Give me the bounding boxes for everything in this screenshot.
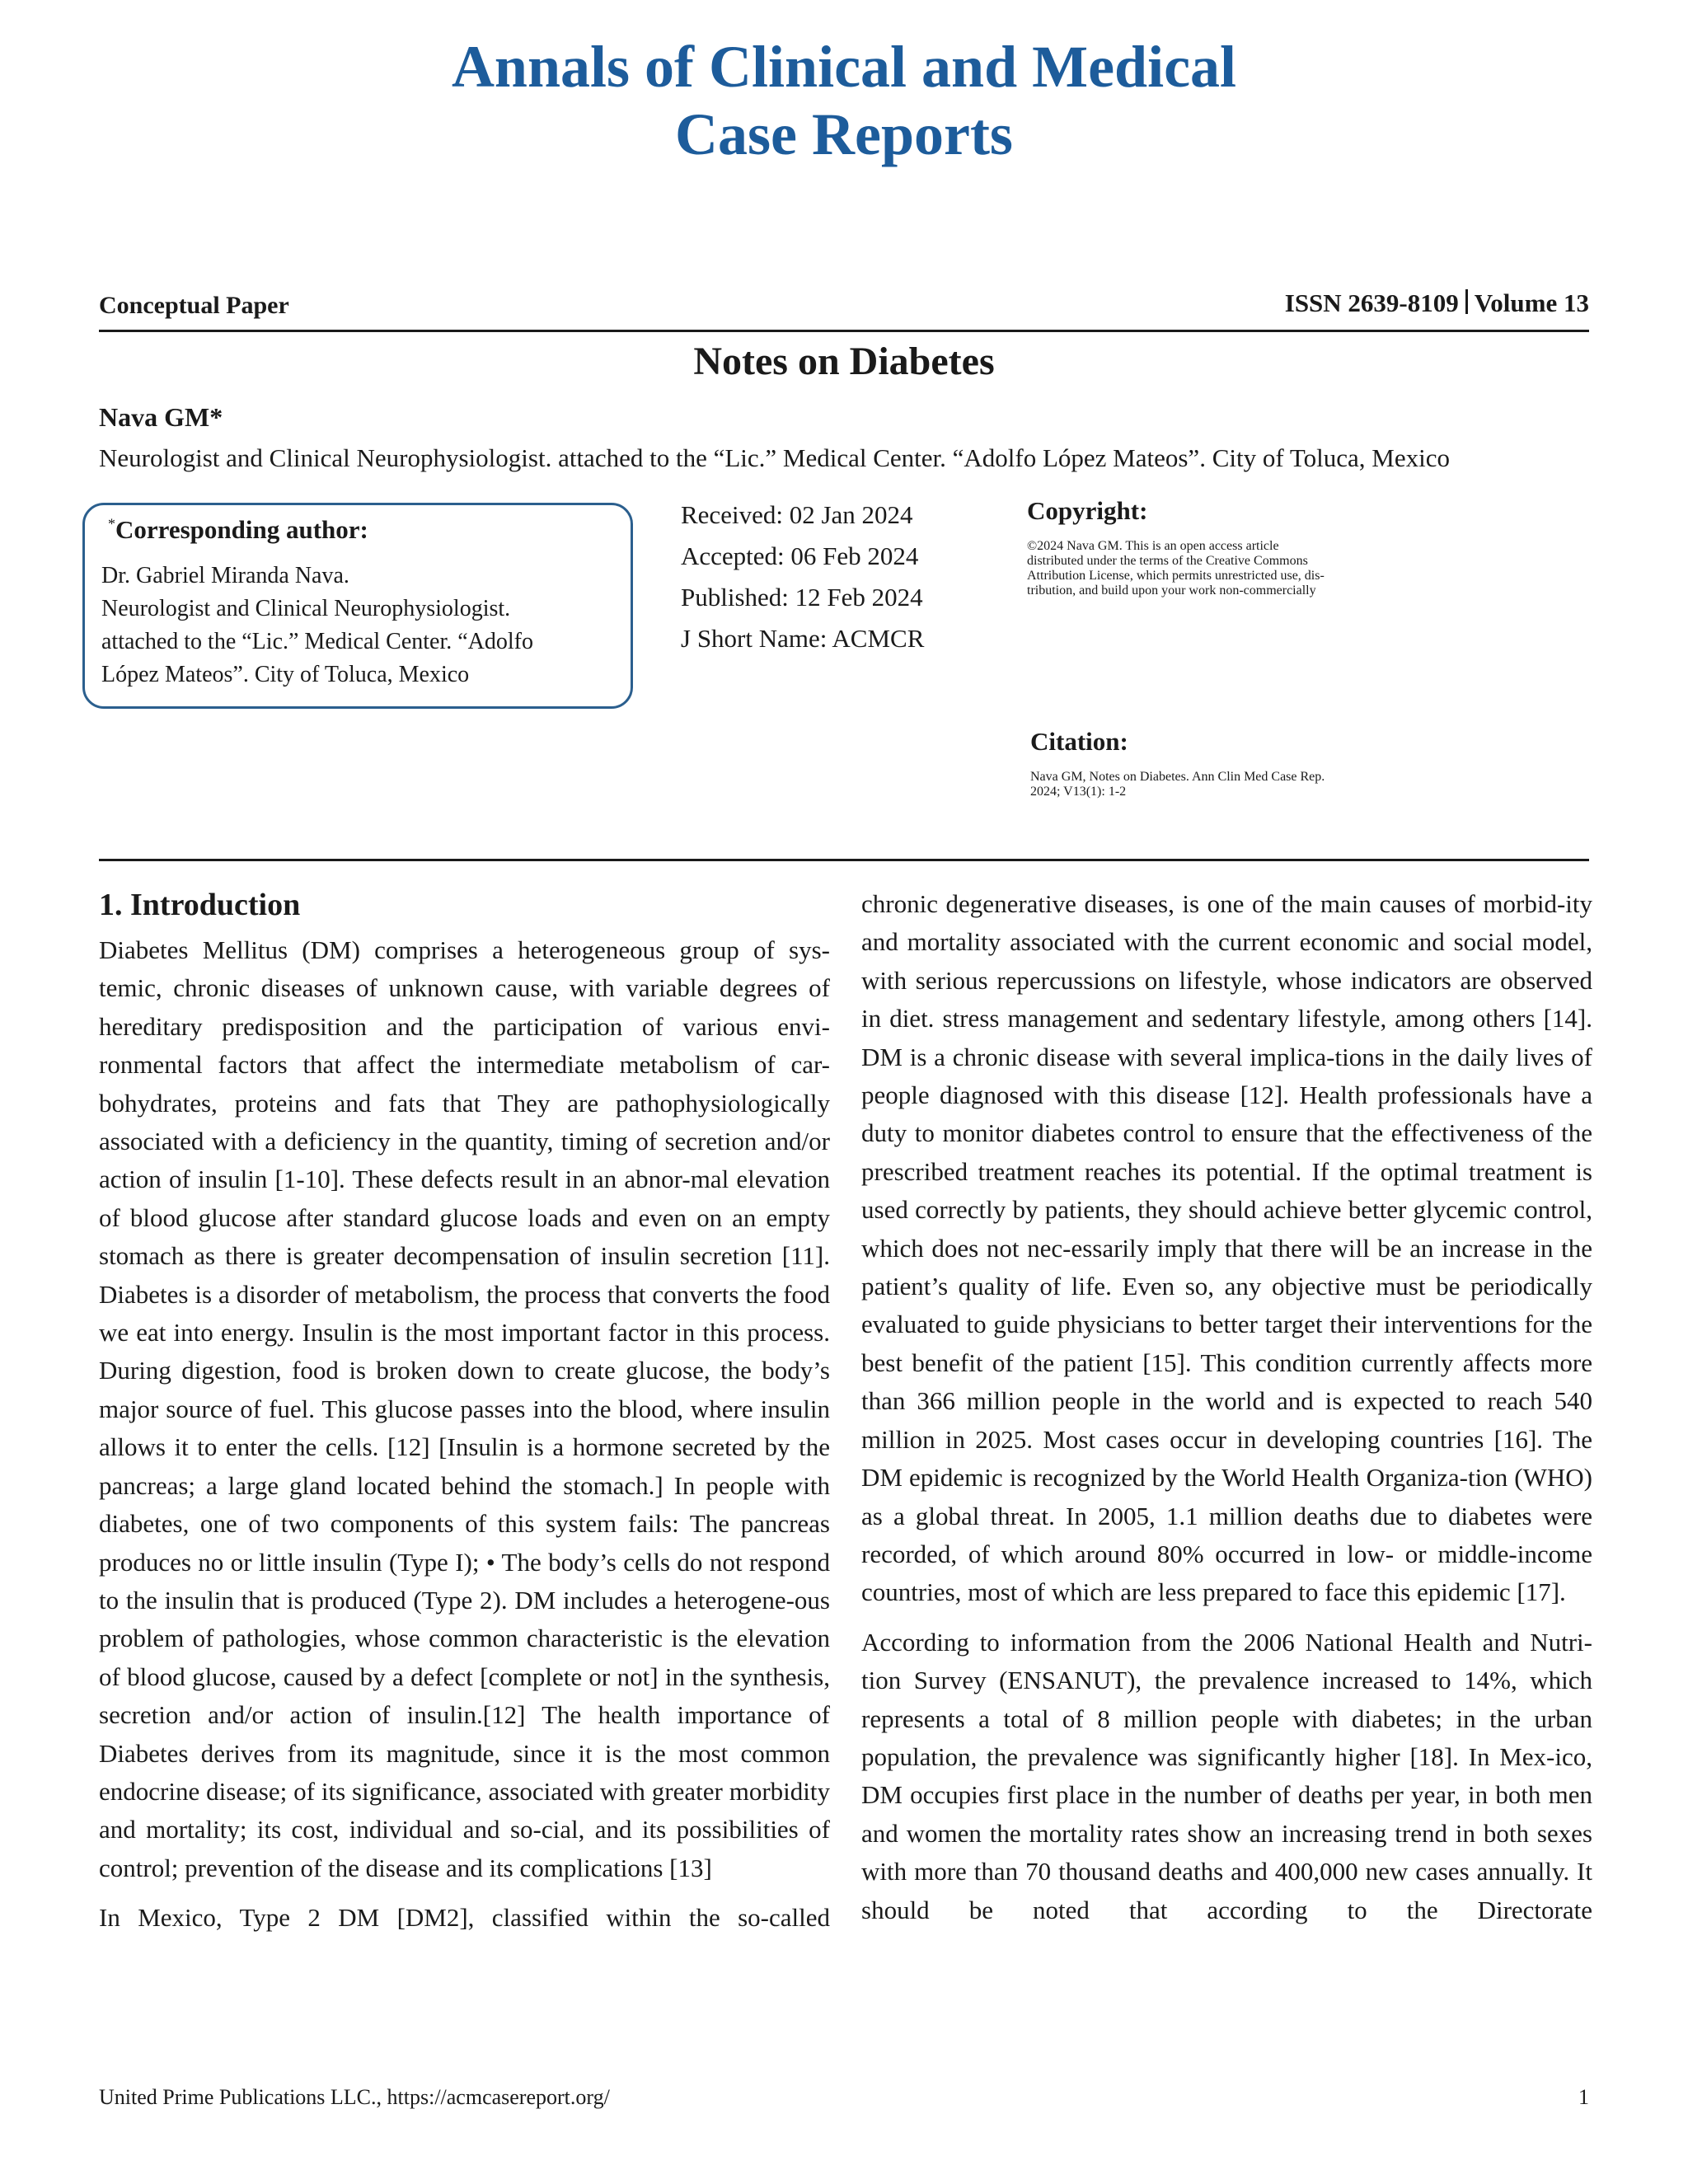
meta-row	[99, 287, 1589, 332]
body-paragraph: In Mexico, Type 2 DM [DM2], classified within the so-called	[99, 1903, 830, 1933]
copyright-line: ©2024 Nava GM. This is an open access article	[1027, 539, 1279, 553]
body-paragraph: Diabetes Mellitus (DM) comprises a heterogeneous group of sys-temic, chronic diseases of unknown cause, with variable degrees of hereditary predisposition and the participation of various envi-ronmental factors that affect the intermediate metabolism of car-bohydrates, proteins and fats that They are pathophysiologically associated with a deficiency in the quantity, timing of secretion and/or action of insulin [1-10]. These defects result in an abnor-mal elevation of blood glucose after standard glucose loads and even on an empty stomach as there is greater decompensation of insulin secretion [11]. Diabetes is a disorder of metabolism, the process that converts the food we eat into energy. Insulin is the most important factor in this process. During digestion, food is broken down to create glucose, the body’s major source of fuel. This glucose passes into the blood, where insulin allows it to enter the cells. [12] [Insulin is a hormone secreted by the pancreas; a large gland located behind the stomach.] In people with diabetes, one of two components of this system fails: The pancreas produces no or little insulin (Type I); • The body’s cells do not respond to the insulin that is produced (Type 2). DM includes a heterogene-ous problem of pathologies, whose common characteristic is the elevation of blood glucose, caused by a defect [complete or not] in the synthesis, secretion and/or action of insulin.[12] The health importance of Diabetes derives from its magnitude, since it is the most common endocrine disease; of its significance, associated with greater morbidity and mortality; its cost, individual and so-cial, and its possibilities of control; prevention of the disease and its complications [13]	[99, 935, 830, 1882]
corresponding-line: López Mateos”. City of Toluca, Mexico	[101, 662, 470, 687]
journal-short-name: J Short Name: ACMCR	[681, 624, 925, 653]
corresponding-line: attached to the “Lic.” Medical Center. “Adolfo	[101, 629, 534, 654]
footer-publisher: United Prime Publications LLC., https://acmcasereport.org/	[99, 2085, 610, 2109]
received-date: Received: 02 Jan 2024	[681, 500, 913, 529]
citation-line: 2024; V13(1): 1-2	[1030, 785, 1127, 799]
corresponding-line: Neurologist and Clinical Neurophysiologist.	[101, 596, 511, 621]
citation-heading: Citation:	[1030, 727, 1128, 756]
header-divider	[99, 859, 1589, 861]
copyright-heading: Copyright:	[1027, 496, 1148, 525]
corresponding-author-box	[82, 503, 633, 709]
body-column-left	[99, 883, 830, 1938]
article-dates	[681, 494, 924, 659]
paper-type: Conceptual Paper	[99, 292, 289, 319]
accepted-date: Accepted: 06 Feb 2024	[681, 541, 919, 570]
copyright-block	[1027, 496, 1591, 612]
section-heading-introduction: 1. Introduction	[99, 888, 301, 922]
volume: Volume 13	[1474, 288, 1589, 317]
corresponding-author-heading	[108, 515, 368, 545]
body-paragraph: According to information from the 2006 National Health and Nutri-tion Survey (ENSANUT), the prevalence increased to 14%, which represents a total of 8 million people with diabetes; in the urban population, the prevalence was significantly higher [18]. In Mex-ico, DM occupies first place in the number of deaths per year, in both men and women the mortality rates show an increasing trend in both sexes with more than 70 thousand deaths and 400,000 new cases annually. It should be noted that according to the Directorate	[861, 1627, 1592, 1924]
issn: ISSN 2639-8109	[1284, 288, 1459, 317]
citation-line: Nava GM, Notes on Diabetes. Ann Clin Med Case Rep.	[1030, 770, 1325, 784]
copyright-line: Attribution License, which permits unrestricted use, dis-	[1027, 569, 1325, 583]
paper-title: Notes on Diabetes	[693, 340, 995, 383]
corresponding-marker: *	[108, 515, 115, 532]
published-date: Published: 12 Feb 2024	[681, 583, 923, 612]
corresponding-author-details	[101, 560, 533, 691]
author: Nava GM*	[99, 402, 223, 432]
issn-volume	[1285, 288, 1589, 318]
journal-title-line-1: Annals of Clinical and Medical	[451, 34, 1237, 100]
journal-title	[0, 33, 1688, 168]
citation-block	[1030, 727, 1591, 813]
journal-title-line-2: Case Reports	[675, 101, 1013, 167]
corresponding-line: Dr. Gabriel Miranda Nava.	[101, 563, 349, 588]
body-paragraph: chronic degenerative diseases, is one of the main causes of morbid-ity and mortality associated with the current economic and social model, with serious repercussions on lifestyle, whose indicators are observed in diet. stress management and sedentary lifestyle, among others [14]. DM is a chronic disease with several implica-tions in the daily lives of people diagnosed with this disease [12]. Health professionals have a duty to monitor diabetes control to ensure that the effectiveness of the prescribed treatment reaches its potential. If the optimal treatment is used correctly by patients, they should achieve better glycemic control, which does not nec-essarily imply that there will be an increase in the patient’s quality of life. Even so, any objective must be periodically evaluated to guide physicians to better target their interventions for the best benefit of the patient [15]. This condition currently affects more than 366 million people in the world and is expected to reach 540 million in 2025. Most cases occur in developing countries [16]. The DM epidemic is recognized by the World Health Organiza-tion (WHO) as a global threat. In 2005, 1.1 million deaths due to diabetes were recorded, of which around 80% occurred in low- or middle-income countries, most of which are less prepared to face this epidemic [17].	[861, 889, 1592, 1607]
affiliation: Neurologist and Clinical Neurophysiologist. attached to the “Lic.” Medical Center. “Adolfo López Mateos”. City of Toluca, Mexico	[99, 443, 1450, 472]
body-column-right	[861, 885, 1592, 1929]
separator-bar	[1465, 289, 1468, 314]
copyright-line: tribution, and build upon your work non-commercially	[1027, 583, 1316, 598]
copyright-line: distributed under the terms of the Creative Commons	[1027, 554, 1308, 568]
page-number: 1	[1578, 2085, 1589, 2109]
corresponding-heading-text: Corresponding author:	[115, 515, 368, 544]
